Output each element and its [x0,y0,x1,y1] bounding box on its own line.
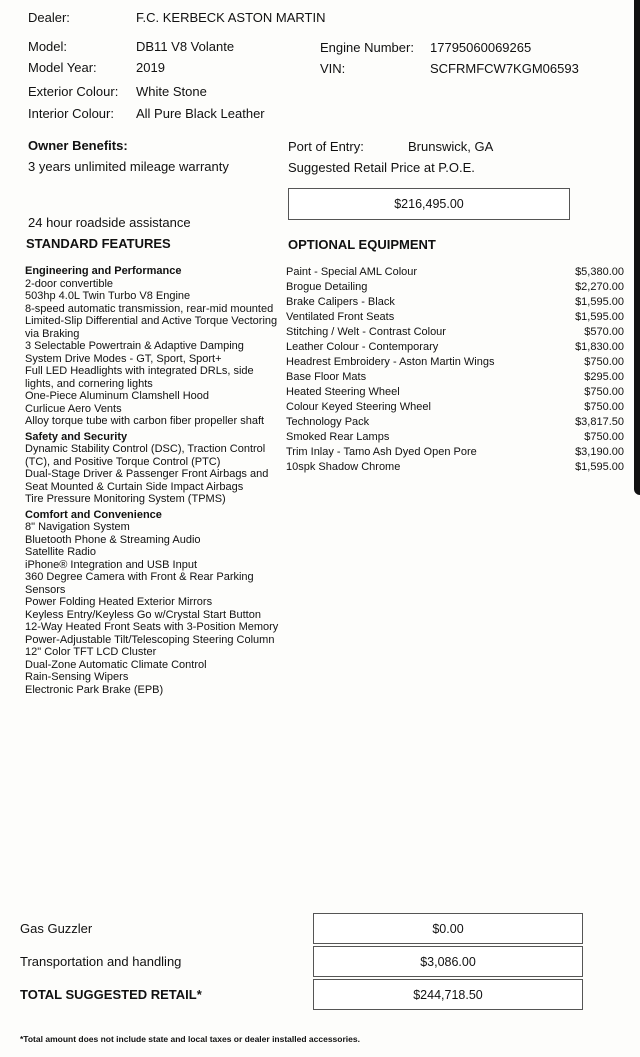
optional-name: Paint - Special AML Colour [286,266,418,278]
list-item: Rain-Sensing Wipers [25,671,129,683]
list-item: 12-Way Heated Front Seats with 3-Position Memory [25,621,279,633]
optional-price: $5,380.00 [575,266,624,278]
roadside-text: 24 hour roadside assistance [28,215,191,230]
optional-row [286,326,624,338]
vin-label: VIN: [320,61,346,76]
optional-name: Smoked Rear Lamps [286,431,390,443]
list-item: 503hp 4.0L Twin Turbo V8 Engine [25,290,191,302]
list-item: Tire Pressure Monitoring System (TPMS) [25,493,226,505]
list-item: 12" Color TFT LCD Cluster [25,646,157,658]
model-label: Model: [28,39,68,54]
engineering-title: Engineering and Performance [25,265,182,277]
optional-name: Trim Inlay - Tamo Ash Dyed Open Pore [286,446,477,458]
optional-row [286,356,624,368]
optional-price: $1,595.00 [575,296,624,308]
list-item: One-Piece Aluminum Clamshell Hood [25,390,210,402]
optional-name: Headrest Embroidery - Aston Martin Wings [286,356,495,368]
optional-price: $295.00 [584,371,624,383]
optional-row [286,281,624,293]
optional-row [286,296,624,308]
list-item: Electronic Park Brake (EPB) [25,683,164,696]
optional-price: $750.00 [584,356,624,368]
optional-row [286,401,624,413]
optional-price: $1,595.00 [575,461,624,473]
optional-name: 10spk Shadow Chrome [286,461,401,473]
optional-row [286,461,624,473]
comfort-title: Comfort and Convenience [25,508,162,521]
optional-row [286,266,624,278]
optional-price: $3,190.00 [575,446,624,458]
optional-price: $1,830.00 [575,341,624,353]
optional-row [286,371,624,383]
optional-row [286,416,624,428]
list-item: Dynamic Stability Control (DSC), Traction Control (TC), and Positive Torque Control (PTC) [25,443,266,468]
exterior-colour-value: White Stone [136,84,207,99]
list-item: Keyless Entry/Keyless Go w/Crystal Start Button [25,608,261,621]
list-item: Satellite Radio [25,546,96,558]
list-item: Curlicue Aero Vents [25,402,122,415]
port-of-entry-value: Brunswick, GA [408,139,494,154]
footnote: *Total amount does not include state and local taxes or dealer installed accessories. [20,1034,360,1044]
optional-price: $2,270.00 [575,281,624,293]
list-item: Bluetooth Phone & Streaming Audio [25,533,201,546]
warranty-text: 3 years unlimited mileage warranty [28,159,229,174]
optional-name: Base Floor Mats [286,371,367,383]
list-item: 8-speed automatic transmission, rear-mid mounted [25,302,274,315]
srp-label: Suggested Retail Price at P.O.E. [288,160,475,175]
interior-colour-value: All Pure Black Leather [136,106,265,121]
optional-price: $750.00 [584,386,624,398]
optional-row [286,446,624,458]
srp-value-box: $216,495.00 [288,188,570,220]
gas-guzzler-value-box: $0.00 [313,913,583,944]
optional-name: Ventilated Front Seats [286,311,395,323]
dealer-label: Dealer: [28,10,70,25]
list-item: Dual-Stage Driver & Passenger Front Airbags and Seat Mounted & Curtain Side Impact Airbags [25,468,269,493]
optional-name: Heated Steering Wheel [286,386,400,398]
optional-name: Leather Colour - Contemporary [286,341,439,353]
optional-price: $750.00 [584,431,624,443]
list-item: Dual-Zone Automatic Climate Control [25,658,207,671]
port-of-entry-label: Port of Entry: [288,139,364,154]
optional-price: $570.00 [584,326,624,338]
interior-colour-label: Interior Colour: [28,106,114,121]
safety-title: Safety and Security [25,430,128,443]
list-item: 360 Degree Camera with Front & Rear Parking Sensors [25,571,254,596]
list-item: Alloy torque tube with carbon fiber propeller shaft [25,415,265,427]
engine-value: 17795060069265 [430,40,532,55]
model-year-label: Model Year: [28,60,97,75]
total-value-box: $244,718.50 [313,979,583,1010]
optional-name: Brake Calipers - Black [286,296,395,308]
optional-row [286,386,624,398]
optional-price: $3,817.50 [575,416,624,428]
standard-features-list [25,265,283,696]
dealer-value: F.C. KERBECK ASTON MARTIN [136,10,326,25]
owner-benefits-title: Owner Benefits: [28,138,128,153]
list-item: Full LED Headlights with integrated DRLs, side lights, and cornering lights [25,365,254,390]
list-item: Power Folding Heated Exterior Mirrors [25,596,213,608]
standard-features-title: STANDARD FEATURES [26,236,171,251]
list-item: Limited-Slip Differential and Active Torque Vectoring via Braking [25,315,278,340]
gas-guzzler-label: Gas Guzzler [20,921,93,936]
transport-label: Transportation and handling [20,954,182,969]
vin-value: SCFRMFCW7KGM06593 [430,61,579,76]
total-label: TOTAL SUGGESTED RETAIL* [20,987,202,1002]
optional-price: $750.00 [584,401,624,413]
optional-name: Colour Keyed Steering Wheel [286,401,431,413]
optional-row [286,311,624,323]
optional-name: Stitching / Welt - Contrast Colour [286,326,446,338]
optional-price: $1,595.00 [575,311,624,323]
list-item: Power-Adjustable Tilt/Telescoping Steering Column [25,633,275,646]
model-value: DB11 V8 Volante [136,39,235,54]
optional-name: Technology Pack [286,416,370,428]
list-item: 2-door convertible [25,277,114,290]
list-item: 3 Selectable Powertrain & Adaptive Damping System Drive Modes - GT, Sport, Sport+ [25,340,244,365]
scan-edge [634,0,640,495]
optional-row [286,431,624,443]
optional-equipment-title: OPTIONAL EQUIPMENT [288,237,436,252]
engine-label: Engine Number: [320,40,414,55]
model-year-value: 2019 [136,60,165,75]
exterior-colour-label: Exterior Colour: [28,84,119,99]
transport-value-box: $3,086.00 [313,946,583,977]
optional-name: Brogue Detailing [286,281,368,293]
list-item: 8" Navigation System [25,521,130,533]
list-item: iPhone® Integration and USB Input [25,558,197,571]
optional-row [286,341,624,353]
